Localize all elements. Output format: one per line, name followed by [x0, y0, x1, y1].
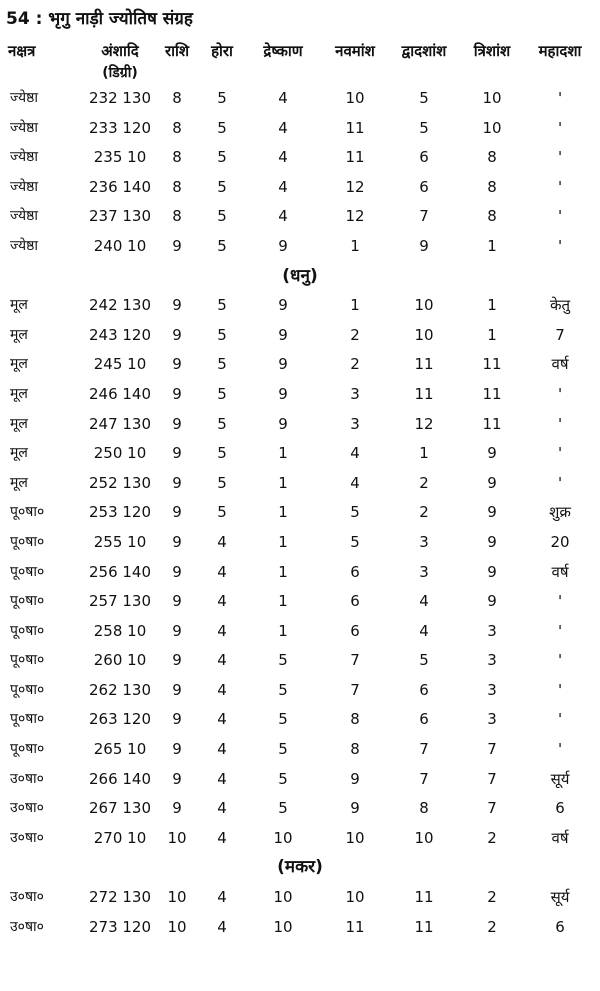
table-row — [4, 528, 596, 558]
table-row — [4, 380, 596, 410]
mahadasha-cell: केतु — [549, 296, 571, 315]
table-row — [4, 439, 596, 469]
mahadasha-cell: ' — [557, 740, 563, 759]
trimshamsha-cell: 2 — [487, 917, 497, 936]
rashi-cell: 9 — [172, 651, 182, 670]
amshadi-cell: 270 10 — [93, 828, 147, 847]
trimshamsha-cell: 3 — [487, 621, 497, 640]
table-row — [4, 350, 596, 380]
navamsha-cell: 12 — [345, 207, 365, 226]
dwadashamsha-cell: 4 — [419, 592, 429, 611]
rashi-cell: 8 — [172, 118, 182, 137]
trimshamsha-cell: 10 — [482, 118, 502, 137]
rashi-cell: 9 — [172, 325, 182, 344]
table-row — [4, 587, 596, 617]
dwadashamsha-cell: 2 — [419, 473, 429, 492]
amshadi-cell: 240 10 — [93, 236, 147, 255]
dwadashamsha-cell: 6 — [419, 680, 429, 699]
dreshkana-cell: 1 — [278, 444, 288, 463]
table-body — [4, 84, 596, 942]
hora-cell: 4 — [217, 740, 227, 759]
dwadashamsha-cell: 6 — [419, 177, 429, 196]
amshadi-cell: 252 130 — [88, 473, 152, 492]
hora-cell: 5 — [217, 118, 227, 137]
nakshatra-cell: पू०षा० — [10, 593, 45, 610]
table-header-row — [4, 40, 596, 84]
nakshatra-cell: मूल — [10, 474, 28, 491]
amshadi-cell: 260 10 — [93, 651, 147, 670]
navamsha-cell: 3 — [350, 414, 360, 433]
nakshatra-cell: उ०षा० — [10, 829, 44, 846]
nakshatra-cell: मूल — [10, 356, 28, 373]
dwadashamsha-cell: 9 — [419, 236, 429, 255]
trimshamsha-cell: 9 — [487, 473, 497, 492]
mahadasha-cell: सूर्य — [550, 769, 570, 788]
rashi-cell: 8 — [172, 148, 182, 167]
nakshatra-cell: उ०षा० — [10, 889, 44, 906]
amshadi-cell: 247 130 — [88, 414, 152, 433]
rashi-cell: 10 — [167, 917, 187, 936]
navamsha-cell: 6 — [350, 562, 360, 581]
dwadashamsha-cell: 8 — [419, 799, 429, 818]
rashi-cell: 8 — [172, 207, 182, 226]
rashi-cell: 9 — [172, 799, 182, 818]
hora-cell: 4 — [217, 799, 227, 818]
table-row — [4, 794, 596, 824]
trimshamsha-cell: 8 — [487, 177, 497, 196]
trimshamsha-cell: 11 — [482, 414, 502, 433]
mahadasha-cell: ' — [557, 89, 563, 107]
dreshkana-cell: 10 — [273, 917, 293, 936]
navamsha-cell: 8 — [350, 740, 360, 759]
dwadashamsha-cell: 11 — [414, 917, 434, 936]
dwadashamsha-cell: 11 — [414, 355, 434, 374]
nakshatra-cell: पू०षा० — [10, 652, 45, 669]
trimshamsha-cell: 11 — [482, 384, 502, 403]
navamsha-cell: 10 — [345, 828, 365, 847]
header-navamsha: नवमांश — [335, 42, 375, 60]
trimshamsha-cell: 9 — [487, 532, 497, 551]
trimshamsha-cell: 2 — [487, 888, 497, 907]
mahadasha-cell: ' — [557, 177, 563, 196]
hora-cell: 4 — [217, 532, 227, 551]
table-row — [4, 824, 596, 854]
dwadashamsha-cell: 4 — [419, 621, 429, 640]
trimshamsha-cell: 1 — [487, 325, 497, 344]
header-amshadi-label: अंशादि — [101, 42, 139, 60]
dreshkana-cell: 1 — [278, 473, 288, 492]
navamsha-cell: 10 — [345, 888, 365, 907]
table-row — [4, 84, 596, 114]
rashi-cell: 8 — [172, 177, 182, 196]
hora-cell: 5 — [217, 325, 227, 344]
amshadi-cell: 235 10 — [93, 148, 147, 167]
nakshatra-cell: उ०षा० — [10, 800, 44, 817]
trimshamsha-cell: 3 — [487, 680, 497, 699]
trimshamsha-cell: 3 — [487, 710, 497, 729]
trimshamsha-cell: 8 — [487, 148, 497, 167]
hora-cell: 4 — [217, 888, 227, 907]
trimshamsha-cell: 2 — [487, 828, 497, 847]
mahadasha-cell: ' — [557, 414, 563, 433]
trimshamsha-cell: 9 — [487, 444, 497, 463]
nakshatra-cell: पू०षा० — [10, 563, 45, 580]
nakshatra-cell: ज्येष्ठा — [10, 149, 38, 166]
navamsha-cell: 1 — [350, 296, 360, 315]
table-row — [4, 735, 596, 765]
navamsha-cell: 7 — [350, 680, 360, 699]
rashi-cell: 9 — [172, 740, 182, 759]
dwadashamsha-cell: 5 — [419, 118, 429, 137]
dwadashamsha-cell: 7 — [419, 740, 429, 759]
amshadi-cell: 246 140 — [88, 384, 152, 403]
dreshkana-cell: 5 — [278, 680, 288, 699]
page-header: 54 : भृगु नाड़ी ज्योतिष संग्रह — [6, 9, 193, 29]
nakshatra-cell: ज्येष्ठा — [10, 90, 38, 106]
hora-cell: 5 — [217, 473, 227, 492]
dreshkana-cell: 4 — [278, 89, 288, 107]
hora-cell: 5 — [217, 503, 227, 522]
mahadasha-cell: ' — [557, 384, 563, 403]
header-hora: होरा — [211, 42, 233, 60]
amshadi-cell: 250 10 — [93, 444, 147, 463]
table-row — [4, 469, 596, 499]
amshadi-cell: 232 130 — [88, 89, 152, 107]
navamsha-cell: 3 — [350, 384, 360, 403]
amshadi-cell: 257 130 — [88, 592, 152, 611]
navamsha-cell: 6 — [350, 621, 360, 640]
dwadashamsha-cell: 5 — [419, 89, 429, 107]
navamsha-cell: 5 — [350, 532, 360, 551]
nakshatra-cell: ज्येष्ठा — [10, 237, 38, 254]
navamsha-cell: 11 — [345, 917, 365, 936]
nakshatra-table — [4, 40, 596, 942]
nakshatra-cell: ज्येष्ठा — [10, 178, 38, 195]
amshadi-cell: 242 130 — [88, 296, 152, 315]
dreshkana-cell: 1 — [278, 592, 288, 611]
rashi-cell: 9 — [172, 680, 182, 699]
navamsha-cell: 11 — [345, 118, 365, 137]
mahadasha-cell: ' — [557, 444, 563, 463]
mahadasha-cell: ' — [557, 118, 563, 137]
dreshkana-cell: 5 — [278, 769, 288, 788]
dreshkana-cell: 4 — [278, 177, 288, 196]
amshadi-cell: 267 130 — [88, 799, 152, 818]
dreshkana-cell: 9 — [278, 296, 288, 315]
hora-cell: 5 — [217, 236, 227, 255]
navamsha-cell: 4 — [350, 444, 360, 463]
mahadasha-cell: 6 — [555, 917, 565, 936]
hora-cell: 4 — [217, 680, 227, 699]
amshadi-cell: 253 120 — [88, 503, 152, 522]
hora-cell: 5 — [217, 89, 227, 107]
table-row — [4, 558, 596, 588]
mahadasha-cell: सूर्य — [550, 888, 570, 907]
nakshatra-cell: मूल — [10, 385, 28, 402]
table-row — [4, 646, 596, 676]
mahadasha-cell: ' — [557, 148, 563, 167]
amshadi-cell: 262 130 — [88, 680, 152, 699]
dwadashamsha-cell: 10 — [414, 296, 434, 315]
mahadasha-cell: शुक्र — [549, 503, 571, 522]
trimshamsha-cell: 9 — [487, 562, 497, 581]
dreshkana-cell: 1 — [278, 621, 288, 640]
table-row — [4, 765, 596, 795]
hora-cell: 5 — [217, 207, 227, 226]
header-nakshatra: नक्षत्र — [8, 42, 36, 60]
rashi-separator: (मकर) — [277, 857, 323, 878]
trimshamsha-cell: 7 — [487, 769, 497, 788]
dreshkana-cell: 9 — [278, 414, 288, 433]
dreshkana-cell: 1 — [278, 562, 288, 581]
nakshatra-cell: ज्येष्ठा — [10, 208, 38, 225]
amshadi-cell: 272 130 — [88, 888, 152, 907]
nakshatra-cell: उ०षा० — [10, 770, 44, 787]
table-row — [4, 232, 596, 262]
nakshatra-cell: मूल — [10, 326, 28, 343]
nakshatra-cell: ज्येष्ठा — [10, 119, 38, 136]
mahadasha-cell: 20 — [550, 532, 570, 551]
table-row — [4, 173, 596, 203]
hora-cell: 5 — [217, 296, 227, 315]
table-row — [4, 676, 596, 706]
navamsha-cell: 10 — [345, 89, 365, 107]
nakshatra-cell: पू०षा० — [10, 504, 45, 521]
hora-cell: 5 — [217, 444, 227, 463]
hora-cell: 5 — [217, 355, 227, 374]
dreshkana-cell: 5 — [278, 710, 288, 729]
mahadasha-cell: ' — [557, 710, 563, 729]
rashi-cell: 9 — [172, 296, 182, 315]
dwadashamsha-cell: 7 — [419, 207, 429, 226]
hora-cell: 4 — [217, 562, 227, 581]
table-row — [4, 202, 596, 232]
amshadi-cell: 233 120 — [88, 118, 152, 137]
dreshkana-cell: 9 — [278, 325, 288, 344]
hora-cell: 5 — [217, 414, 227, 433]
amshadi-cell: 258 10 — [93, 621, 147, 640]
dreshkana-cell: 10 — [273, 828, 293, 847]
amshadi-cell: 273 120 — [88, 917, 152, 936]
amshadi-cell: 263 120 — [88, 710, 152, 729]
rashi-cell: 10 — [167, 888, 187, 907]
dwadashamsha-cell: 11 — [414, 384, 434, 403]
rashi-cell: 9 — [172, 473, 182, 492]
table-row — [4, 410, 596, 440]
mahadasha-cell: वर्ष — [551, 828, 569, 847]
table-row — [4, 617, 596, 647]
rashi-cell: 9 — [172, 621, 182, 640]
mahadasha-cell: ' — [557, 651, 563, 670]
dreshkana-cell: 5 — [278, 799, 288, 818]
dreshkana-cell: 1 — [278, 532, 288, 551]
hora-cell: 4 — [217, 621, 227, 640]
dreshkana-cell: 4 — [278, 118, 288, 137]
nakshatra-cell: मूल — [10, 297, 28, 314]
navamsha-cell: 8 — [350, 710, 360, 729]
mahadasha-cell: ' — [557, 592, 563, 611]
dreshkana-cell: 4 — [278, 148, 288, 167]
navamsha-cell: 12 — [345, 177, 365, 196]
header-amshadi-unit: (डिग्री) — [102, 65, 138, 81]
rashi-cell: 10 — [167, 828, 187, 847]
dwadashamsha-cell: 7 — [419, 769, 429, 788]
hora-cell: 4 — [217, 828, 227, 847]
dreshkana-cell: 5 — [278, 651, 288, 670]
dreshkana-cell: 4 — [278, 207, 288, 226]
trimshamsha-cell: 1 — [487, 236, 497, 255]
hora-cell: 4 — [217, 651, 227, 670]
dwadashamsha-cell: 10 — [414, 325, 434, 344]
navamsha-cell: 1 — [350, 236, 360, 255]
hora-cell: 4 — [217, 769, 227, 788]
header-dwadashamsha: द्वादशांश — [401, 42, 447, 60]
nakshatra-cell: पू०षा० — [10, 533, 45, 550]
mahadasha-cell: ' — [557, 207, 563, 226]
rashi-cell: 9 — [172, 769, 182, 788]
navamsha-cell: 7 — [350, 651, 360, 670]
rashi-cell: 9 — [172, 710, 182, 729]
dwadashamsha-cell: 12 — [414, 414, 434, 433]
rashi-cell: 9 — [172, 444, 182, 463]
trimshamsha-cell: 10 — [482, 89, 502, 107]
dwadashamsha-cell: 10 — [414, 828, 434, 847]
mahadasha-cell: ' — [557, 236, 563, 255]
rashi-cell: 9 — [172, 503, 182, 522]
mahadasha-cell: वर्ष — [551, 355, 569, 374]
mahadasha-cell: ' — [557, 680, 563, 699]
amshadi-cell: 255 10 — [93, 532, 147, 551]
table-row — [4, 883, 596, 913]
dwadashamsha-cell: 6 — [419, 148, 429, 167]
navamsha-cell: 2 — [350, 325, 360, 344]
mahadasha-cell: 6 — [555, 799, 565, 818]
rashi-cell: 8 — [172, 89, 182, 107]
header-trimshamsha: त्रिशांश — [473, 42, 511, 60]
trimshamsha-cell: 7 — [487, 799, 497, 818]
amshadi-cell: 266 140 — [88, 769, 152, 788]
trimshamsha-cell: 1 — [487, 296, 497, 315]
dreshkana-cell: 9 — [278, 236, 288, 255]
dwadashamsha-cell: 3 — [419, 532, 429, 551]
trimshamsha-cell: 9 — [487, 503, 497, 522]
table-row — [4, 114, 596, 144]
nakshatra-cell: पू०षा० — [10, 711, 45, 728]
dwadashamsha-cell: 2 — [419, 503, 429, 522]
hora-cell: 4 — [217, 710, 227, 729]
dreshkana-cell: 1 — [278, 503, 288, 522]
mahadasha-cell: वर्ष — [551, 562, 569, 581]
nakshatra-cell: पू०षा० — [10, 622, 45, 639]
rashi-cell: 9 — [172, 414, 182, 433]
hora-cell: 4 — [217, 592, 227, 611]
dwadashamsha-cell: 3 — [419, 562, 429, 581]
trimshamsha-cell: 9 — [487, 592, 497, 611]
nakshatra-cell: उ०षा० — [10, 918, 44, 935]
header-dreshkana: द्रेष्काण — [263, 42, 303, 60]
rashi-cell: 9 — [172, 355, 182, 374]
hora-cell: 4 — [217, 917, 227, 936]
hora-cell: 5 — [217, 148, 227, 167]
hora-cell: 5 — [217, 177, 227, 196]
dreshkana-cell: 9 — [278, 384, 288, 403]
table-row — [4, 913, 596, 943]
nakshatra-cell: पू०षा० — [10, 681, 45, 698]
navamsha-cell: 5 — [350, 503, 360, 522]
table-row — [4, 705, 596, 735]
table-row — [4, 291, 596, 321]
rashi-separator-row — [4, 853, 596, 883]
header-rashi: राशि — [164, 42, 190, 60]
trimshamsha-cell: 3 — [487, 651, 497, 670]
navamsha-cell: 6 — [350, 592, 360, 611]
rashi-cell: 9 — [172, 384, 182, 403]
amshadi-cell: 265 10 — [93, 740, 147, 759]
header-mahadasha: महादशा — [538, 42, 582, 60]
table-row — [4, 321, 596, 351]
table-row — [4, 143, 596, 173]
navamsha-cell: 11 — [345, 148, 365, 167]
amshadi-cell: 236 140 — [88, 177, 152, 196]
dreshkana-cell: 5 — [278, 740, 288, 759]
navamsha-cell: 4 — [350, 473, 360, 492]
dreshkana-cell: 10 — [273, 888, 293, 907]
nakshatra-cell: पू०षा० — [10, 741, 45, 758]
nakshatra-cell: मूल — [10, 415, 28, 432]
navamsha-cell: 9 — [350, 769, 360, 788]
amshadi-cell: 237 130 — [88, 207, 152, 226]
rashi-separator-row — [4, 262, 596, 292]
dwadashamsha-cell: 1 — [419, 444, 429, 463]
dreshkana-cell: 9 — [278, 355, 288, 374]
amshadi-cell: 256 140 — [88, 562, 152, 581]
dwadashamsha-cell: 6 — [419, 710, 429, 729]
rashi-cell: 9 — [172, 236, 182, 255]
amshadi-cell: 245 10 — [93, 355, 147, 374]
mahadasha-cell: ' — [557, 621, 563, 640]
navamsha-cell: 2 — [350, 355, 360, 374]
mahadasha-cell: 7 — [555, 325, 565, 344]
dwadashamsha-cell: 11 — [414, 888, 434, 907]
hora-cell: 5 — [217, 384, 227, 403]
table-row — [4, 498, 596, 528]
rashi-separator: (धनु) — [282, 265, 318, 286]
mahadasha-cell: ' — [557, 473, 563, 492]
rashi-cell: 9 — [172, 592, 182, 611]
header-amshadi — [86, 40, 154, 84]
trimshamsha-cell: 11 — [482, 355, 502, 374]
trimshamsha-cell: 8 — [487, 207, 497, 226]
rashi-cell: 9 — [172, 562, 182, 581]
trimshamsha-cell: 7 — [487, 740, 497, 759]
amshadi-cell: 243 120 — [88, 325, 152, 344]
rashi-cell: 9 — [172, 532, 182, 551]
navamsha-cell: 9 — [350, 799, 360, 818]
dwadashamsha-cell: 5 — [419, 651, 429, 670]
nakshatra-cell: मूल — [10, 445, 28, 462]
